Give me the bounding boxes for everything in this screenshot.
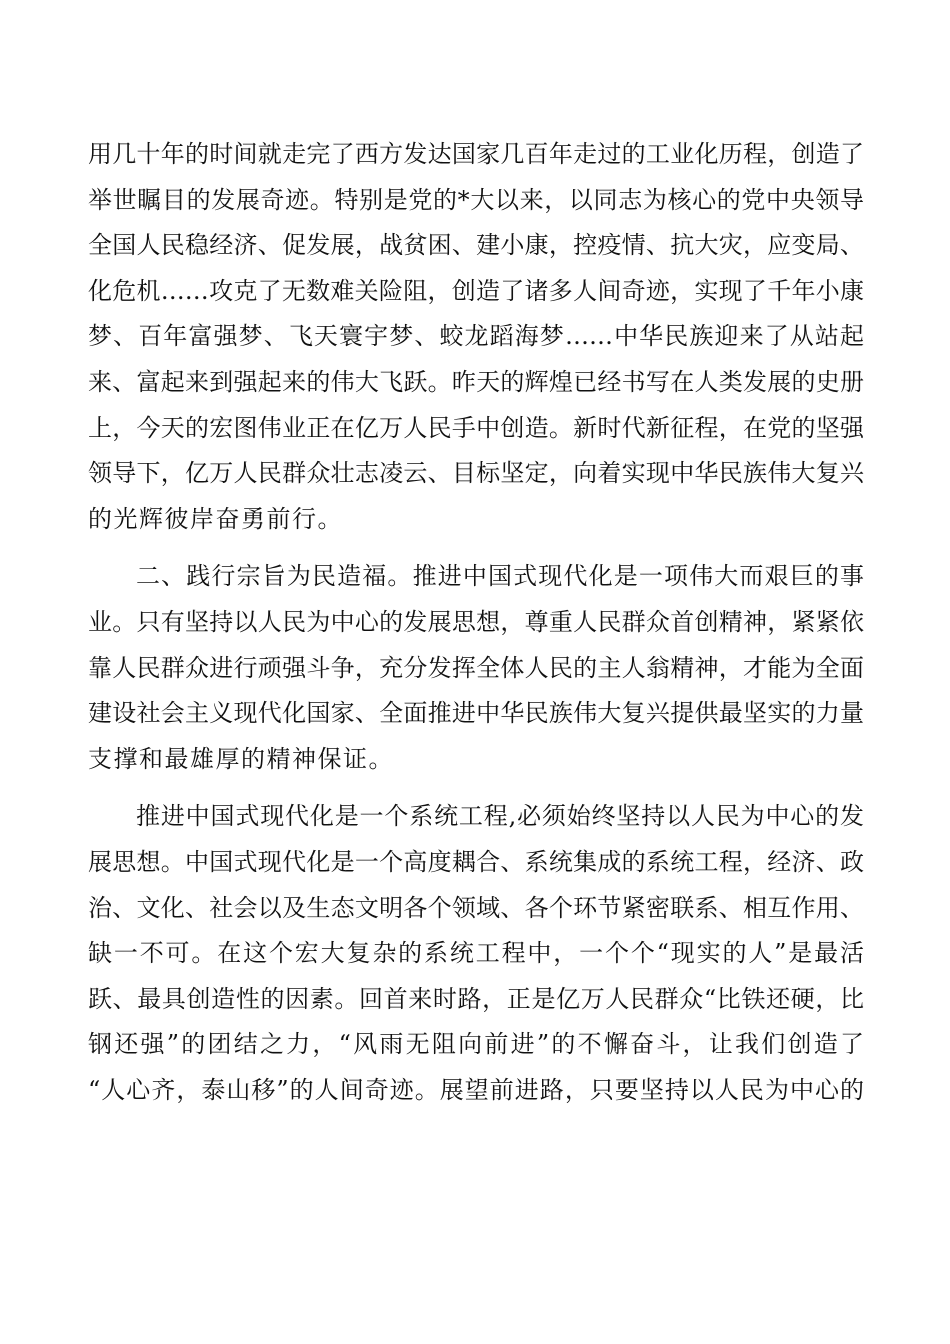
text-line: 治、文化、社会以及生态文明各个领域、各个环节紧密联系、相互作用、	[88, 893, 864, 922]
text-line-first: 推进中国式现代化是一个系统工程,必须始终坚持以人民为中心的发	[136, 802, 864, 831]
text-line: 钢还强”的团结之力，“风雨无阻向前进”的不懈奋斗，让我们创造了	[88, 1030, 864, 1059]
text-line: 举世瞩目的发展奇迹。特别是党的*大以来，以同志为核心的党中央领导	[88, 185, 864, 214]
document-body	[88, 132, 864, 1113]
text-line: 跃、最具创造性的因素。回首来时路，正是亿万人民群众“比铁还硬，比	[88, 984, 864, 1013]
text-line: 化危机……攻克了无数难关险阻，创造了诸多人间奇迹，实现了千年小康	[88, 276, 864, 305]
paragraph-1	[88, 132, 864, 542]
paragraph-2	[88, 554, 864, 782]
text-line: “人心齐，泰山移”的人间奇迹。展望前进路，只要坚持以人民为中心的	[88, 1075, 864, 1104]
text-line: 业。只有坚持以人民为中心的发展思想，尊重人民群众首创精神，紧紧依	[88, 607, 864, 636]
paragraph-3	[88, 794, 864, 1113]
text-line: 缺一不可。在这个宏大复杂的系统工程中，一个个“现实的人”是最活	[88, 939, 864, 968]
text-line: 全国人民稳经济、促发展，战贫困、建小康，控疫情、抗大灾，应变局、	[88, 231, 864, 260]
text-line: 上，今天的宏图伟业正在亿万人民手中创造。新时代新征程，在党的坚强	[88, 413, 864, 442]
text-line: 梦、百年富强梦、飞天寰宇梦、蛟龙蹈海梦……中华民族迎来了从站起	[88, 322, 864, 351]
text-line: 靠人民群众进行顽强斗争，充分发挥全体人民的主人翁精神，才能为全面	[88, 653, 864, 682]
text-line: 用几十年的时间就走完了西方发达国家几百年走过的工业化历程，创造了	[88, 140, 864, 168]
text-line: 领导下，亿万人民群众壮志凌云、目标坚定，向着实现中华民族伟大复兴	[88, 459, 864, 488]
text-line-last: 的光辉彼岸奋勇前行。	[88, 504, 343, 533]
text-line: 来、富起来到强起来的伟大飞跃。昨天的辉煌已经书写在人类发展的史册	[88, 367, 864, 396]
text-line: 建设社会主义现代化国家、全面推进中华民族伟大复兴提供最坚实的力量	[88, 699, 864, 728]
text-line-first: 二、践行宗旨为民造福。推进中国式现代化是一项伟大而艰巨的事	[136, 562, 864, 591]
text-line-last: 支撑和最雄厚的精神保证。	[88, 744, 394, 773]
paragraph-spacer	[88, 782, 864, 794]
text-line: 展思想。中国式现代化是一个高度耦合、系统集成的系统工程，经济、政	[88, 847, 864, 876]
paragraph-spacer	[88, 542, 864, 554]
